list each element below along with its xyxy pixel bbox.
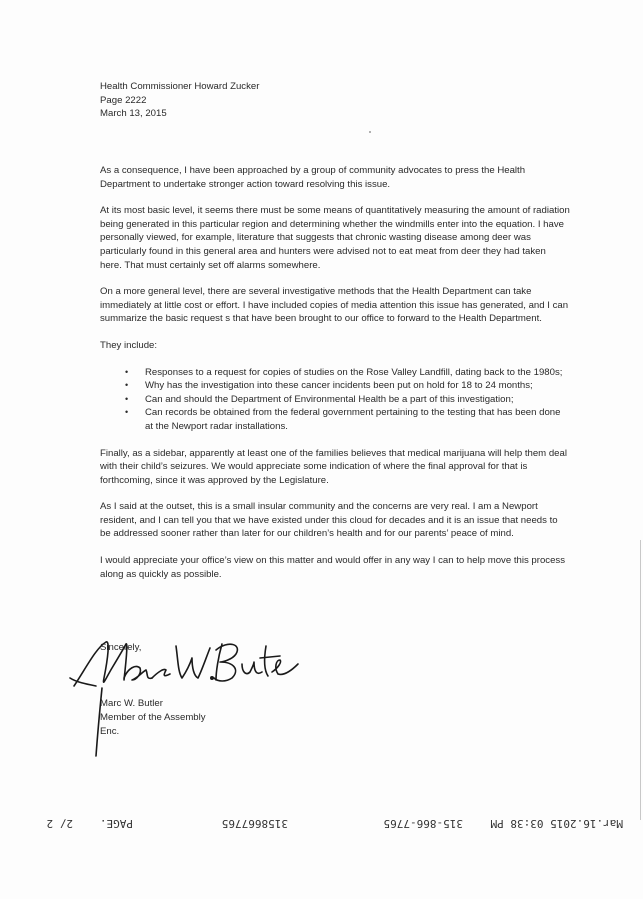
paragraph: At its most basic level, it seems there must be some means of quantitatively measuring the amount of radiation being generated in this particular region and determining whether the windmills enter into the equation. I have personally viewed, for example, literature that suggests that chronic wasting disease among deer was particularly found in this general area and hunters were advised not to eat meat from deer they had taken here. That must certainly set off alarms somewhere. [100,205,570,271]
paragraph: Finally, as a sidebar, apparently at least one of the families believes that medical marijuana will help them deal with their child’s seizures. We would appreciate some indication of where the final approval for that is forthcoming, since it was approved by the Legislature. [100,447,567,486]
fax-page-value: 2/ 2 [46,817,73,830]
letter-header [100,80,259,121]
request-list [100,366,570,434]
salutation: Sincerely, [100,642,142,653]
list-item: • Why has the investigation into these cancer incidents been put on hold for 18 to 24 months; [135,379,570,393]
paragraph: They include: [100,339,158,351]
handwritten-signature [66,628,316,778]
fax-timestamp: Mar.16.2015 03:38 PM [490,817,623,830]
letter-body [100,164,570,594]
enclosure-note: Enc. [100,726,120,737]
list-item: • Can and should the Department of Environmental Health be a part of this investigation; [135,393,570,407]
signer-title: Member of the Assembly [100,712,206,723]
paragraph: On a more general level, there are several investigative methods that the Health Department can take immediately at little cost or effort. I have included copies of media attention this issue has generated, and I can summarize the basic request s that have been brought to our office to forward to the Health Department. [100,286,569,325]
recipient-line: Health Commissioner Howard Zucker [100,81,260,92]
paragraph: As I said at the outset, this is a small insular community and the concerns are very real. I am a Newport resident, and I can tell you that we have existed under this cloud for decades and it is an issue that needs to be addressed sooner rather than later for our children’s health and for our parents’ peace of mind. [100,501,558,540]
fax-page-label: PAGE. [99,817,133,830]
fax-transmission-footer [0,812,643,832]
date-line: March 13, 2015 [100,108,167,120]
scan-speck [369,131,371,133]
list-item: • Responses to a request for copies of studies on the Rose Valley Landfill, dating back to the 1980s; [135,366,570,380]
page-number-line: Page 2222 [100,94,147,106]
scan-edge-line [640,540,641,820]
fax-to-number: 3158667765 [221,817,288,830]
paragraph: As a consequence, I have been approached by a group of community advocates to press the Health Department to undertake stronger action toward resolving this issue. [100,165,526,190]
fax-from-number: 315-866-7765 [383,817,463,830]
signer-name: Marc W. Butler [100,698,163,709]
list-item: • Can records be obtained from the federal government pertaining to the testing that has been done at the Newport radar installations. [135,406,570,433]
paragraph: I would appreciate your office’s view on this matter and would offer in any way I can to help move this process along as quickly as possible. [100,555,566,580]
